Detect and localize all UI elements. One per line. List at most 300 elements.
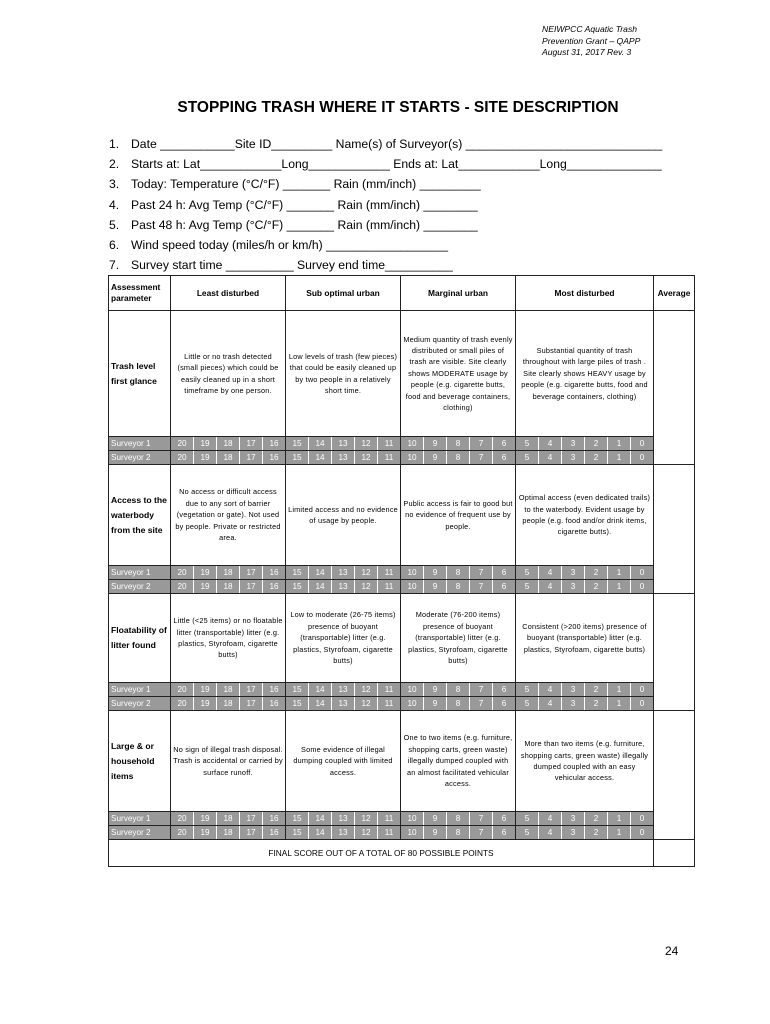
- score-options: [286, 683, 400, 696]
- criteria-cell-sub: [286, 594, 401, 683]
- final-score-value[interactable]: [654, 840, 695, 867]
- score-option[interactable]: 9: [424, 580, 447, 593]
- score-option[interactable]: 19: [194, 437, 217, 450]
- score-option[interactable]: 14: [309, 697, 332, 710]
- header-most-disturbed: Most disturbed: [516, 276, 654, 311]
- score-option[interactable]: 13: [332, 451, 355, 464]
- score-option[interactable]: 12: [355, 451, 378, 464]
- score-options: [171, 580, 285, 593]
- score-option[interactable]: 3: [562, 697, 585, 710]
- score-options: [401, 437, 515, 450]
- site-info-item: 6. Wind speed today (miles/h or km/h) __________________: [109, 237, 449, 252]
- score-option[interactable]: 10: [401, 566, 424, 579]
- surveyor-label: Surveyor 1: [109, 437, 171, 451]
- score-group-most: [516, 826, 654, 840]
- score-group-marginal: [401, 437, 516, 451]
- score-option[interactable]: 11: [384, 814, 394, 823]
- score-group-marginal: [401, 826, 516, 840]
- site-info-item: 1. Date ___________Site ID_________ Name(s) of Surveyor(s) _____________________________: [109, 137, 663, 151]
- score-option[interactable]: 16: [269, 685, 279, 694]
- score-options: [401, 566, 515, 579]
- criteria-cell-sub: [286, 465, 401, 566]
- score-option[interactable]: 6: [501, 699, 507, 708]
- table-header-row: [109, 276, 695, 311]
- score-option[interactable]: 1: [608, 580, 631, 593]
- score-option[interactable]: 9: [424, 683, 447, 696]
- score-option[interactable]: 18: [217, 697, 240, 710]
- score-group-most: [516, 437, 654, 451]
- score-option[interactable]: 20: [171, 683, 194, 696]
- score-option[interactable]: 16: [269, 453, 279, 462]
- criteria-cell-most: [516, 311, 654, 437]
- score-options: [286, 697, 400, 710]
- criteria-text: One to two items (e.g. furniture, shopping carts, green waste) illegally dumped coupled with an almost facilitated vehicular access.: [403, 733, 513, 789]
- score-option[interactable]: 20: [171, 812, 194, 825]
- score-option[interactable]: 12: [355, 437, 378, 450]
- score-option[interactable]: 5: [516, 566, 539, 579]
- score-group-sub: [286, 580, 401, 594]
- score-option[interactable]: 15: [286, 437, 309, 450]
- score-options: [401, 580, 515, 593]
- score-option[interactable]: 5: [516, 697, 539, 710]
- score-option[interactable]: 9: [424, 566, 447, 579]
- score-option[interactable]: 8: [447, 683, 470, 696]
- score-option[interactable]: 16: [269, 828, 279, 837]
- score-option[interactable]: 4: [539, 437, 562, 450]
- score-option[interactable]: 10: [401, 451, 424, 464]
- score-option[interactable]: 7: [470, 451, 493, 464]
- score-options: [171, 437, 285, 450]
- score-option[interactable]: 5: [516, 580, 539, 593]
- score-option[interactable]: 17: [240, 683, 263, 696]
- surveyor-label: Surveyor 2: [109, 451, 171, 465]
- score-option[interactable]: 6: [501, 814, 507, 823]
- score-option[interactable]: 6: [501, 453, 507, 462]
- score-options: [516, 683, 653, 696]
- score-option[interactable]: 10: [401, 812, 424, 825]
- average-cell[interactable]: [654, 711, 695, 840]
- score-option[interactable]: 20: [171, 566, 194, 579]
- score-option[interactable]: 2: [585, 437, 608, 450]
- score-group-marginal: [401, 451, 516, 465]
- score-option[interactable]: 12: [355, 697, 378, 710]
- score-group-least: [171, 451, 286, 465]
- criteria-cell-marginal: [401, 311, 516, 437]
- score-option[interactable]: 11: [384, 582, 394, 591]
- assessment-parameter-cell: Trash level first glance: [109, 311, 171, 437]
- surveyor-score-row: [109, 437, 695, 451]
- criteria-cell-least: [171, 711, 286, 812]
- page-number: 24: [665, 944, 679, 958]
- score-option[interactable]: 7: [470, 580, 493, 593]
- score-option[interactable]: 7: [470, 697, 493, 710]
- header-line-3: August 31, 2017 Rev. 3: [542, 47, 632, 57]
- score-group-sub: [286, 437, 401, 451]
- score-group-sub: [286, 812, 401, 826]
- score-option[interactable]: 15: [286, 812, 309, 825]
- score-group-most: [516, 566, 654, 580]
- score-options: [516, 826, 653, 839]
- final-score-label: FINAL SCORE OUT OF A TOTAL OF 80 POSSIBLE POINTS: [109, 840, 654, 867]
- score-option[interactable]: 12: [355, 812, 378, 825]
- surveyor-score-row: [109, 826, 695, 840]
- score-option[interactable]: 5: [516, 451, 539, 464]
- score-group-marginal: [401, 697, 516, 711]
- score-option[interactable]: 8: [447, 580, 470, 593]
- score-group-marginal: [401, 683, 516, 697]
- surveyor-score-row: [109, 683, 695, 697]
- score-option[interactable]: 17: [240, 437, 263, 450]
- criteria-text: Some evidence of illegal dumping coupled with limited access.: [293, 744, 393, 777]
- score-option[interactable]: 17: [240, 812, 263, 825]
- surveyor-label: Surveyor 2: [109, 697, 171, 711]
- criteria-text: Limited access and no evidence of usage by people.: [288, 504, 398, 525]
- score-option[interactable]: 14: [309, 437, 332, 450]
- table-row: [109, 711, 695, 812]
- score-options: [286, 437, 400, 450]
- score-option[interactable]: 0: [639, 453, 645, 462]
- score-option[interactable]: 9: [424, 437, 447, 450]
- score-option[interactable]: 6: [501, 568, 507, 577]
- score-option[interactable]: 19: [194, 683, 217, 696]
- criteria-cell-most: [516, 711, 654, 812]
- site-info-item: 7. Survey start time __________ Survey end time__________: [109, 258, 453, 273]
- score-option[interactable]: 17: [240, 697, 263, 710]
- score-option[interactable]: 18: [217, 683, 240, 696]
- score-option[interactable]: 14: [309, 812, 332, 825]
- score-option[interactable]: 7: [470, 437, 493, 450]
- score-options: [401, 697, 515, 710]
- score-option[interactable]: 18: [217, 812, 240, 825]
- score-group-sub: [286, 566, 401, 580]
- score-option[interactable]: 14: [309, 580, 332, 593]
- score-option[interactable]: 19: [194, 451, 217, 464]
- score-option[interactable]: 7: [470, 812, 493, 825]
- score-options: [171, 812, 285, 825]
- score-option[interactable]: 14: [309, 566, 332, 579]
- score-option[interactable]: 4: [539, 683, 562, 696]
- score-option[interactable]: 6: [501, 439, 507, 448]
- score-option[interactable]: 1: [608, 566, 631, 579]
- score-option[interactable]: 13: [332, 580, 355, 593]
- score-option[interactable]: 10: [401, 697, 424, 710]
- surveyor-label: Surveyor 1: [109, 566, 171, 580]
- score-option[interactable]: 20: [171, 826, 194, 839]
- score-option[interactable]: 8: [447, 437, 470, 450]
- score-options: [171, 826, 285, 839]
- score-option[interactable]: 6: [501, 582, 507, 591]
- score-option[interactable]: 9: [424, 697, 447, 710]
- score-option[interactable]: 4: [539, 812, 562, 825]
- average-cell[interactable]: [654, 465, 695, 594]
- criteria-text: Medium quantity of trash evenly distributed or small piles of trash are visible. Site clearly shows MODERATE usage by people (e.g. cigarette butts, food and beverage containers, clothing): [403, 334, 513, 413]
- score-option[interactable]: 9: [424, 812, 447, 825]
- assessment-parameter-cell: Access to the waterbody from the site: [109, 465, 171, 566]
- average-cell[interactable]: [654, 594, 695, 711]
- score-option[interactable]: 7: [470, 566, 493, 579]
- score-option[interactable]: 12: [355, 683, 378, 696]
- score-option[interactable]: 15: [286, 566, 309, 579]
- score-option[interactable]: 13: [332, 697, 355, 710]
- criteria-text: Little or no trash detected (small pieces) which could be easily cleaned up in a short timeframe by one person.: [177, 351, 279, 395]
- score-option[interactable]: 11: [384, 699, 394, 708]
- criteria-text: Optimal access (even dedicated trails) to the waterbody. Evident usage by people (e.g. food and/or drink items, cigarette butts).: [518, 493, 651, 537]
- score-option[interactable]: 12: [355, 566, 378, 579]
- score-group-least: [171, 580, 286, 594]
- score-option[interactable]: 18: [217, 566, 240, 579]
- score-option[interactable]: 20: [171, 451, 194, 464]
- score-option[interactable]: 19: [194, 826, 217, 839]
- score-option[interactable]: 16: [269, 582, 279, 591]
- score-option[interactable]: 14: [309, 451, 332, 464]
- score-group-least: [171, 566, 286, 580]
- score-option[interactable]: 1: [608, 826, 631, 839]
- criteria-text: No sign of illegal trash disposal. Trash is accidental or carried by surface runoff.: [173, 744, 283, 777]
- score-options: [286, 566, 400, 579]
- score-option[interactable]: 10: [401, 580, 424, 593]
- score-option[interactable]: 18: [217, 826, 240, 839]
- score-option[interactable]: 6: [501, 828, 507, 837]
- criteria-text: Moderate (76-200 items) presence of buoyant (transportable) litter (e.g. plastics, Styrofoam, cigarette butts): [408, 610, 508, 666]
- criteria-cell-least: [171, 465, 286, 566]
- score-group-most: [516, 812, 654, 826]
- score-option[interactable]: 15: [286, 580, 309, 593]
- score-options: [516, 580, 653, 593]
- score-option[interactable]: 14: [309, 683, 332, 696]
- score-option[interactable]: 5: [516, 812, 539, 825]
- score-option[interactable]: 3: [562, 437, 585, 450]
- score-options: [286, 812, 400, 825]
- site-info-item: 5. Past 48 h: Avg Temp (°C/°F) _______ Rain (mm/inch) ________: [109, 217, 478, 232]
- score-option[interactable]: 18: [217, 437, 240, 450]
- score-option[interactable]: 10: [401, 683, 424, 696]
- score-option[interactable]: 11: [384, 439, 394, 448]
- score-group-sub: [286, 826, 401, 840]
- table-row: [109, 311, 695, 437]
- score-option[interactable]: 3: [562, 683, 585, 696]
- score-option[interactable]: 3: [562, 826, 585, 839]
- score-options: [171, 566, 285, 579]
- score-option[interactable]: 13: [332, 566, 355, 579]
- criteria-cell-marginal: [401, 594, 516, 683]
- criteria-cell-most: [516, 594, 654, 683]
- score-group-least: [171, 697, 286, 711]
- score-group-least: [171, 683, 286, 697]
- score-option[interactable]: 19: [194, 580, 217, 593]
- score-option[interactable]: 3: [562, 580, 585, 593]
- score-option[interactable]: 6: [501, 685, 507, 694]
- score-option[interactable]: 7: [470, 683, 493, 696]
- score-options: [516, 437, 653, 450]
- score-option[interactable]: 0: [639, 439, 645, 448]
- score-option[interactable]: 11: [384, 453, 394, 462]
- score-option[interactable]: 5: [516, 826, 539, 839]
- score-options: [401, 826, 515, 839]
- score-option[interactable]: 0: [639, 568, 645, 577]
- score-option[interactable]: 9: [424, 451, 447, 464]
- criteria-cell-marginal: [401, 711, 516, 812]
- assessment-table: [108, 275, 695, 867]
- score-option[interactable]: 1: [608, 437, 631, 450]
- score-option[interactable]: 2: [585, 826, 608, 839]
- score-option[interactable]: 11: [384, 828, 394, 837]
- score-option[interactable]: 4: [539, 451, 562, 464]
- score-options: [516, 697, 653, 710]
- score-option[interactable]: 20: [171, 580, 194, 593]
- score-options: [516, 812, 653, 825]
- score-option[interactable]: 15: [286, 697, 309, 710]
- criteria-text: Little (<25 items) or no floatable litter (transportable) litter (e.g. plastics, Styrofoam, cigarette butts): [173, 616, 283, 660]
- score-option[interactable]: 19: [194, 812, 217, 825]
- score-option[interactable]: 3: [562, 812, 585, 825]
- score-option[interactable]: 16: [269, 814, 279, 823]
- score-option[interactable]: 4: [539, 580, 562, 593]
- score-option[interactable]: 19: [194, 566, 217, 579]
- score-option[interactable]: 8: [447, 697, 470, 710]
- score-group-most: [516, 697, 654, 711]
- score-option[interactable]: 1: [608, 812, 631, 825]
- score-option[interactable]: 8: [447, 812, 470, 825]
- criteria-cell-least: [171, 594, 286, 683]
- header-sub-optimal-urban: Sub optimal urban: [286, 276, 401, 311]
- score-group-least: [171, 437, 286, 451]
- score-group-marginal: [401, 580, 516, 594]
- score-option[interactable]: 13: [332, 812, 355, 825]
- score-option[interactable]: 9: [424, 826, 447, 839]
- score-option[interactable]: 3: [562, 566, 585, 579]
- score-option[interactable]: 8: [447, 451, 470, 464]
- criteria-cell-sub: [286, 711, 401, 812]
- score-option[interactable]: 17: [240, 451, 263, 464]
- table-row: [109, 594, 695, 683]
- score-option[interactable]: 2: [585, 580, 608, 593]
- score-option[interactable]: 19: [194, 697, 217, 710]
- final-score-row: [109, 840, 695, 867]
- document-header: [542, 24, 640, 59]
- score-option[interactable]: 4: [539, 697, 562, 710]
- score-option[interactable]: 0: [639, 828, 645, 837]
- header-line-1: NEIWPCC Aquatic Trash: [542, 24, 638, 34]
- score-group-sub: [286, 683, 401, 697]
- score-option[interactable]: 4: [539, 566, 562, 579]
- header-line-2: Prevention Grant – QAPP: [542, 35, 641, 46]
- surveyor-label: Surveyor 2: [109, 826, 171, 840]
- score-option[interactable]: 12: [355, 580, 378, 593]
- score-option[interactable]: 18: [217, 580, 240, 593]
- score-option[interactable]: 13: [332, 437, 355, 450]
- score-option[interactable]: 10: [401, 826, 424, 839]
- header-assessment-parameter: Assessment parameter: [109, 276, 171, 311]
- surveyor-score-row: [109, 566, 695, 580]
- score-option[interactable]: 8: [447, 566, 470, 579]
- site-info-list: [109, 134, 662, 275]
- score-group-sub: [286, 451, 401, 465]
- score-option[interactable]: 7: [470, 826, 493, 839]
- score-option[interactable]: 1: [608, 683, 631, 696]
- site-info-item: 4. Past 24 h: Avg Temp (°C/°F) _______ Rain (mm/inch) ________: [109, 197, 478, 212]
- criteria-cell-marginal: [401, 465, 516, 566]
- score-option[interactable]: 11: [384, 685, 394, 694]
- score-option[interactable]: 2: [585, 566, 608, 579]
- score-options: [171, 451, 285, 464]
- score-group-most: [516, 683, 654, 697]
- score-option[interactable]: 14: [309, 826, 332, 839]
- score-group-most: [516, 451, 654, 465]
- criteria-text: Low to moderate (26-75 items) presence of buoyant (transportable) litter (e.g. plastics, Styrofoam, cigarette butts): [290, 610, 396, 666]
- score-option[interactable]: 2: [585, 697, 608, 710]
- score-group-marginal: [401, 812, 516, 826]
- score-option[interactable]: 0: [639, 582, 645, 591]
- criteria-text: Public access is fair to good but no evidence of frequent use by people.: [403, 498, 513, 531]
- score-option[interactable]: 5: [516, 683, 539, 696]
- score-option[interactable]: 4: [539, 826, 562, 839]
- score-option[interactable]: 12: [355, 826, 378, 839]
- criteria-cell-least: [171, 311, 286, 437]
- score-option[interactable]: 20: [171, 697, 194, 710]
- score-option[interactable]: 5: [516, 437, 539, 450]
- criteria-cell-most: [516, 465, 654, 566]
- score-options: [401, 812, 515, 825]
- score-options: [401, 683, 515, 696]
- score-option[interactable]: 13: [332, 683, 355, 696]
- score-option[interactable]: 1: [608, 451, 631, 464]
- score-group-least: [171, 826, 286, 840]
- score-option[interactable]: 15: [286, 683, 309, 696]
- header-marginal-urban: Marginal urban: [401, 276, 516, 311]
- score-option[interactable]: 17: [240, 566, 263, 579]
- score-option[interactable]: 2: [585, 683, 608, 696]
- score-option[interactable]: 16: [269, 699, 279, 708]
- score-option[interactable]: 0: [639, 685, 645, 694]
- header-average: Average: [654, 276, 695, 311]
- score-option[interactable]: 2: [585, 812, 608, 825]
- surveyor-label: Surveyor 1: [109, 812, 171, 826]
- criteria-text: More than two items (e.g. furniture, shopping carts, green waste) illegally dumped coupled with an easy vehicular access.: [520, 739, 649, 783]
- average-cell[interactable]: [654, 311, 695, 465]
- score-group-least: [171, 812, 286, 826]
- score-option[interactable]: 2: [585, 451, 608, 464]
- surveyor-label: Surveyor 1: [109, 683, 171, 697]
- score-option[interactable]: 0: [639, 699, 645, 708]
- score-option[interactable]: 15: [286, 826, 309, 839]
- score-option[interactable]: 16: [269, 439, 279, 448]
- score-option[interactable]: 18: [217, 451, 240, 464]
- score-option[interactable]: 1: [608, 697, 631, 710]
- site-info-item: 2. Starts at: Lat____________Long____________ Ends at: Lat____________Long______________: [109, 157, 662, 172]
- score-option[interactable]: 15: [286, 451, 309, 464]
- score-group-marginal: [401, 566, 516, 580]
- score-options: [401, 451, 515, 464]
- score-option[interactable]: 11: [384, 568, 394, 577]
- score-options: [286, 451, 400, 464]
- score-option[interactable]: 16: [269, 568, 279, 577]
- page-title: STOPPING TRASH WHERE IT STARTS - SITE DESCRIPTION: [177, 99, 619, 116]
- score-options: [286, 826, 400, 839]
- score-option[interactable]: 13: [332, 826, 355, 839]
- header-least-disturbed: Least disturbed: [171, 276, 286, 311]
- score-option[interactable]: 17: [240, 826, 263, 839]
- score-option[interactable]: 10: [401, 437, 424, 450]
- score-option[interactable]: 8: [447, 826, 470, 839]
- score-option[interactable]: 3: [562, 451, 585, 464]
- score-option[interactable]: 17: [240, 580, 263, 593]
- criteria-text: Low levels of trash (few pieces) that could be easily cleaned up by two people in a relatively short time.: [288, 351, 398, 395]
- score-option[interactable]: 0: [639, 814, 645, 823]
- assessment-parameter-cell: Large & or household items: [109, 711, 171, 812]
- score-options: [286, 580, 400, 593]
- score-option[interactable]: 20: [171, 437, 194, 450]
- criteria-text: Consistent (>200 items) presence of buoyant (transportable) litter (e.g. plastics, Styrofoam, cigarette butts): [522, 621, 647, 654]
